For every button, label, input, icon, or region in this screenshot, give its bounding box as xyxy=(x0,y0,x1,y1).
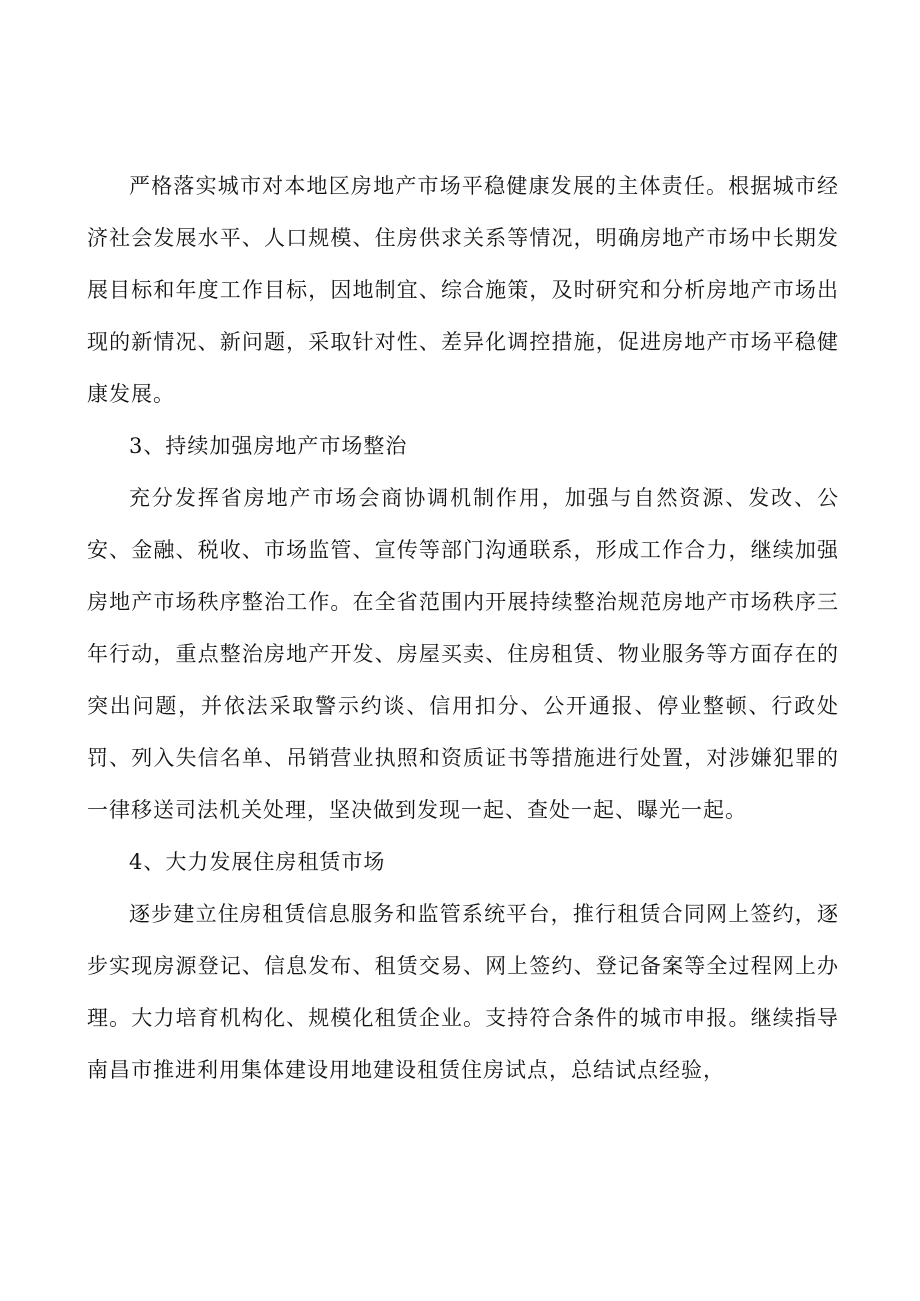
document-body xyxy=(87,160,839,1096)
paragraph-market-rectification: 充分发挥省房地产市场会商协调机制作用，加强与自然资源、发改、公安、金融、税收、市场监管、宣传等部门沟通联系，形成工作合力，继续加强房地产市场秩序整治工作。在全省范围内开展持续整治规范房地产市场秩序三年行动，重点整治房地产开发、房屋买卖、住房租赁、物业服务等方面存在的突出问题，并依法采取警示约谈、信用扣分、公开通报、停业整顿、行政处罚、列入失信名单、吊销营业执照和资质证书等措施进行处置，对涉嫌犯罪的一律移送司法机关处理，坚决做到发现一起、查处一起、曝光一起。 xyxy=(87,486,839,822)
paragraph-city-responsibility: 严格落实城市对本地区房地产市场平稳健康发展的主体责任。根据城市经济社会发展水平、人口规模、住房供求关系等情况，明确房地产市场中长期发展目标和年度工作目标，因地制宜、综合施策，及时研究和分析房地产市场出现的新情况、新问题，采取针对性、差异化调控措施，促进房地产市场平稳健康发展。 xyxy=(87,174,839,406)
paragraph-rental-market: 逐步建立住房租赁信息服务和监管系统平台，推行租赁合同网上签约，逐步实现房源登记、信息发布、租赁交易、网上签约、登记备案等全过程网上办理。大力培育机构化、规模化租赁企业。支持符合条件的城市申报。继续指导南昌市推进利用集体建设用地建设租赁住房试点，总结试点经验， xyxy=(87,902,839,1082)
section-heading-market-rectification: 3、持续加强房地产市场整治 xyxy=(129,434,408,458)
section-heading-rental-market: 4、大力发展住房租赁市场 xyxy=(129,850,386,874)
